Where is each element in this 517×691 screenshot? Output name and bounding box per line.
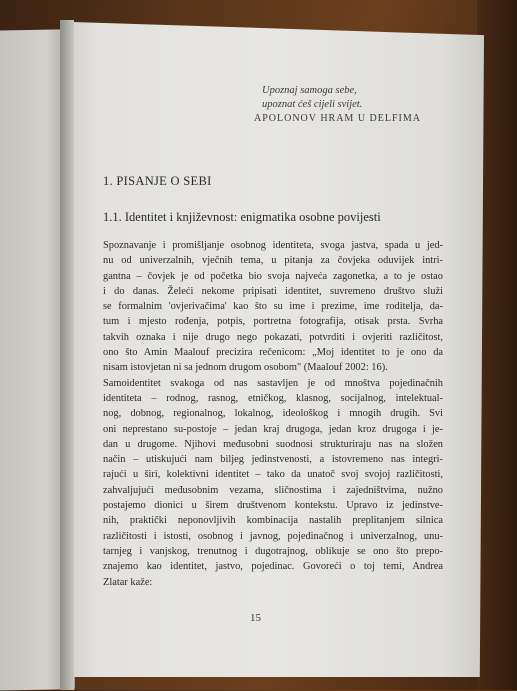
body-line: način – utiskujući nam biljeg jedinstvenosti, a istovremeno nas integri- — [103, 454, 443, 466]
chapter-heading: 1. PISANJE O SEBI — [103, 174, 212, 188]
body-line: nih, praktički neponovljivih kombinacija nastalih preplitanjem silnica — [103, 515, 443, 527]
body-line: tum i mjesto rođenja, potpis, portretna fotografija, otisak prsta. Svrha — [103, 316, 443, 328]
body-text — [103, 238, 443, 590]
body-line: dan u drugome. Njihovi međusobni suodnosi strukturiraju nas na složen — [103, 438, 443, 450]
body-line: oni neprestano su-postoje – jedan kraj drugoga, jedan kroz drugoga i je- — [103, 423, 443, 435]
epigraph-line-2: upoznat ćeš cijeli svijet. — [262, 99, 363, 110]
body-line: Samoidentitet svakoga od nas sastavljen je od mnoštva pojedinačnih — [103, 377, 443, 389]
body-line: nisam istovjetan ni sa jednom drugom osobom" (Maalouf 2002: 16). — [103, 362, 388, 374]
body-line: Spoznavanje i promišljanje osobnog identiteta, svoga jastva, spada u jed- — [103, 240, 443, 251]
body-line: postajemo dionici u širem društvenom kontekstu. Upravo iz jedinstve- — [103, 500, 443, 512]
body-line: različitosti i istosti, osobnog i javnog, pojedinačnog i univerzalnog, unu- — [103, 530, 443, 542]
body-line: i do danas. Želeći nekome pripisati identitet, suvremeno društvo služi — [103, 285, 443, 297]
body-line: takvih oznaka i nije drugo nego pokazati, potvrditi i ovjeriti različitost, — [103, 331, 443, 343]
body-line: tarnjeg i vanjskog, trenutnog i dugotrajnog, oblikuje se ono što prepo- — [103, 545, 443, 557]
body-line: Zlatar kaže: — [103, 576, 153, 588]
body-line: identiteta – rodnog, rasnog, etničkog, klasnog, socijalnog, intelektual- — [103, 392, 443, 404]
section-heading: 1.1. Identitet i književnost: enigmatika osobne povijesti — [103, 210, 381, 224]
epigraph-line-1: Upoznaj samoga sebe, — [262, 85, 357, 96]
body-line: nog, dobnog, regionalnog, lokalnog, ideološkog i mnogih drugih. Svi — [103, 408, 443, 420]
body-line: ono što Amin Maalouf precizira rečenicom: „Moj identitet to je ono da — [103, 347, 443, 359]
epigraph-source: APOLONOV HRAM U DELFIMA — [254, 113, 421, 124]
body-line: znajemo kao identitet, jastvo, pojedinac. Govoreći o toj temi, Andrea — [103, 561, 443, 573]
epigraph — [254, 84, 482, 126]
page-number: 15 — [250, 612, 261, 624]
body-line: nu od univerzalnih, vječnih tema, u pitanja za čovjeka oduvijek intri- — [103, 255, 443, 267]
body-line: zahvaljujući međusobnim vezama, sličnostima i zajedništvima, nužno — [103, 484, 443, 496]
body-line: gantna – čovjek je od početka bio svoja najveća zagonetka, a to je ostao — [103, 270, 443, 282]
book-gutter — [60, 20, 74, 690]
body-line: se formalnim 'ovjerivačima' kao što su ime i prezime, ime roditelja, da- — [103, 301, 443, 313]
body-line: rajući u širi, kolektivni identitet – tako da unatoč svoj svojoj različitosti, — [103, 469, 443, 481]
